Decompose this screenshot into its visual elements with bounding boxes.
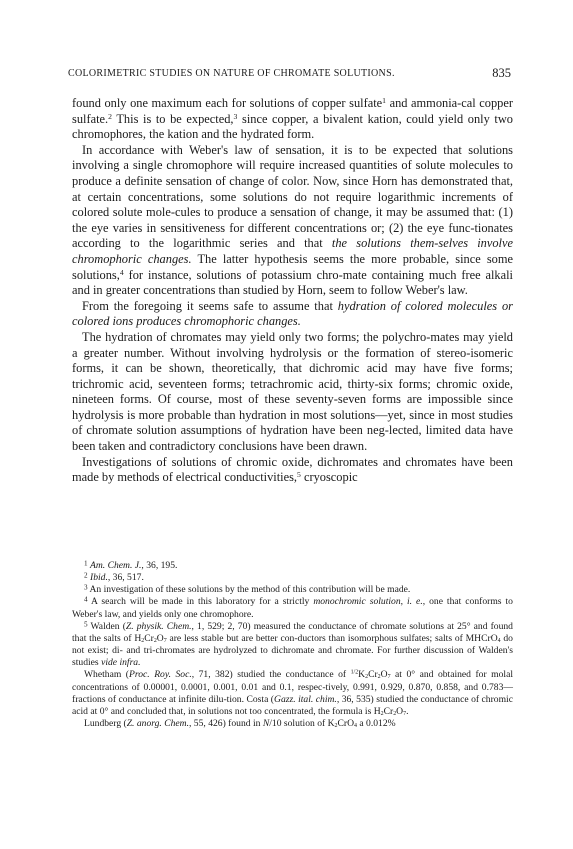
- paragraph-2: In accordance with Weber's law of sensation, it is to be expected that solutions involving a single chromophore will require increased quantities of solute molecules to produce a definite sensation of change of color. Now, since Horn has demonstrated that, at certain concentrations, some solutions do not require logarithmic increments of colored solute mole-cules to produce a sensation of change, it may be assumed that: (1) the eye varies in sensitiveness for different concentrations or; (2) the eye func-tionates according to the logarithmic series and that the solutions them-selves involve chromophoric changes. The latter hypothesis seems the more probable, since some solutions,$^4$ for instance, solutions of potassium chro-mate containing much free alkali and in greater concentrations than studied by Horn, seem to follow Weber's law.: [72, 142, 513, 298]
- footnote-3: $^3$ An investigation of these solutions by the method of this contribution will be made.: [84, 583, 411, 596]
- footnote-5-whetham: Whetham (Proc. Roy. Soc., 71, 382) studied the conductance of $^{1/2}K_2Cr_2O_7$ at 0° and obtained for molal concentrations of 0.00001, 0.0001, 0.001, 0.01 and 0.1, respec-tively, 0.991, 0.929, 0.870, 0.858, and 0.783—fractions of conductance at infinite dilu-tion. Costa (Gazz. ital. chim., 36, 535) studied the conductance of chromic acid at 0° and concluded that, in solutions not too concentrated, the formula is $H_2Cr_2O_7$.: [72, 669, 514, 718]
- footnote-1: $^1$ Am. Chem. J., 36, 195.: [84, 559, 178, 571]
- footnote-number: 2: [84, 571, 88, 580]
- footnote-number: 1: [84, 559, 88, 568]
- body-text: [72, 96, 513, 486]
- page-number: 835: [492, 66, 511, 80]
- footnote-2: $^2$ Ibid., 36, 517.: [84, 571, 144, 584]
- fraction: 1/2: [350, 670, 359, 677]
- footnote-4: $^4$ A search will be made in this laboratory for a strictly monochromic solution, i. e., one that conforms to Weber's law, and yields only one chromophore.: [72, 595, 513, 620]
- emphasis: the solutions them-selves involve chromophoric changes.: [72, 236, 513, 266]
- footnote-ref: 3: [233, 111, 238, 121]
- footnotes: [72, 560, 513, 730]
- running-title: COLORIMETRIC STUDIES ON NATURE OF CHROMATE SOLUTIONS.: [68, 68, 395, 79]
- footnote-5: $^5$ Walden (Z. physik. Chem., 1, 529; 2, 70) measured the conductance of chromate solutions at 25° and found that the salts of $H_2Cr_2O_7$ are less stable but are better con-ductors than isomorphous sulfates; salts of MHCrO$_4$ do not exist; di- and tri-chromates are hydrolyzed to dichromate and chromate. For further discussion of Walden's studies vide infra.: [72, 620, 513, 669]
- footnote-ref: 1: [382, 95, 387, 105]
- paragraph-1: found only one maximum each for solutions of copper sulfate$^1$ and ammonia-cal copper sulfate.$^2$ This is to be expected,$^3$ since copper, a bivalent kation, could yield only two chromophores, the kation and the hydrated form.: [72, 95, 514, 142]
- emphasis: hydration of colored molecules or colored ions produces chromophoric changes.: [72, 298, 513, 329]
- paragraph-3: From the foregoing it seems safe to assume that hydration of colored molecules or colored ions produces chromophoric changes.: [72, 298, 513, 329]
- paragraph-5: Investigations of solutions of chromic oxide, dichromates and chromates have been made by methods of electrical conductivities,$^5$ cryoscopic: [72, 454, 513, 485]
- paragraph-4: The hydration of chromates may yield only two forms; the polychro-mates may yield a greater number. Without involving hydrolysis or the formation of stereo-isomeric forms, it can be shown, theoretically, that dichromic acid may have five forms; trichromic acid, seventeen forms; tetrachromic acid, thirty-six forms; chromic oxide, nineteen forms. Of course, most of these seventy-seven forms are impossible since hydrolysis is more probable than hydration in most solutions—yet, since in most studies of chromate solution assumptions of hydration have been neg-lected, limited data have been taken and contradictory conclusions have been drawn.: [72, 329, 513, 454]
- footnote-ref: 4: [119, 267, 124, 277]
- running-header: [68, 66, 511, 82]
- footnote-ref: 5: [297, 470, 301, 480]
- footnote-number: 4: [84, 595, 88, 604]
- footnote-number: 3: [84, 583, 88, 592]
- footnote-5-lundberg: Lundberg (Z. anorg. Chem., 55, 426) found in N/10 solution of $K_2CrO_4$ a 0.012%: [84, 718, 396, 730]
- footnote-ref: 2: [108, 111, 112, 121]
- footnote-number: 5: [84, 620, 88, 629]
